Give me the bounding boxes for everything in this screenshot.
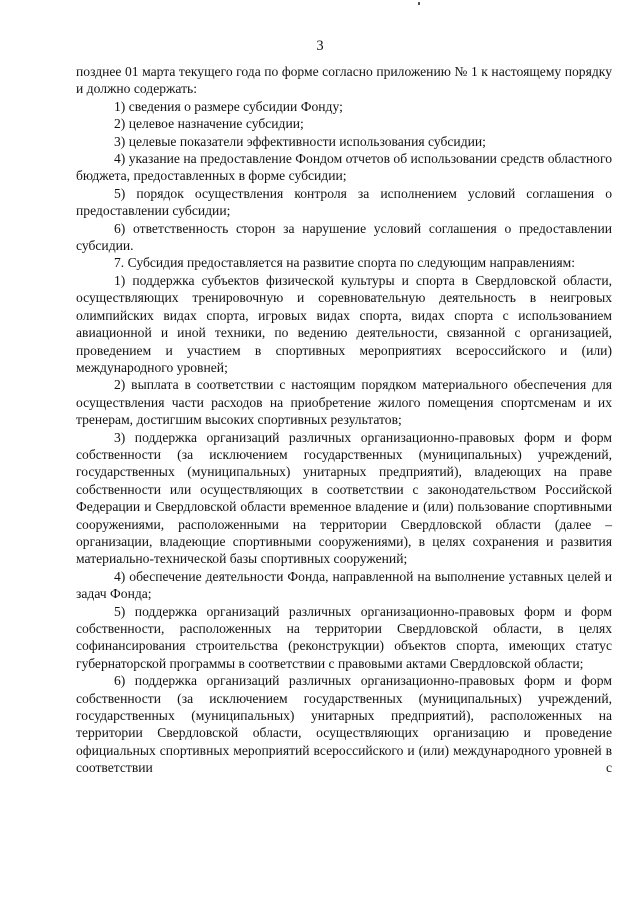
paragraph-item-1: 1) сведения о размере субсидии Фонду; bbox=[114, 98, 343, 114]
paragraph-item-4: 4) указание на предоставление Фондом отчетов об использовании средств областного бюджета, предоставленных в форме субсидии; bbox=[76, 151, 612, 184]
paragraph-item-5: 5) порядок осуществления контроля за исполнением условий соглашения о предоставлении субсидии; bbox=[76, 185, 612, 219]
paragraph-continuation: позднее 01 марта текущего года по форме согласно приложению № 1 к настоящему порядку и должно содержать: bbox=[76, 64, 612, 97]
paragraph-direction-2: 2) выплата в соответствии с настоящим порядком материального обеспечения для осуществления части расходов на приобретение жилого помещения спортсменам и их тренерам, достигшим высоких спортивных результатов; bbox=[76, 377, 612, 428]
scan-speck bbox=[418, 2, 420, 5]
paragraph-direction-1: 1) поддержка субъектов физической культуры и спорта в Свердловской области, осуществляющих тренировочную и соревновательную деятельность в неигровых олимпийских видах спорта, игровых видах спорта, видах спорта с использованием авиационной и иной техники, по ведению деятельности, связанной с организацией, проведением и участием в спортивных мероприятиях всероссийского и (или) международного уровней; bbox=[76, 272, 612, 375]
paragraph-direction-3: 3) поддержка организаций различных организационно-правовых форм и форм собственности (за исключением государственных (муниципальных) учреждений, государственных (муниципальных) унитарных предприятий), владеющих на праве собственности или осуществляющих в соответствии с законодательством Российской Федерации и Свердловской области временное владение и (или) пользование спортивными сооружениями, расположенными на территории Свердловской области (далее – организации, владеющие спортивными сооружениями), в целях сохранения и развития материально-технической базы спортивных сооружений; bbox=[76, 429, 612, 567]
document-body bbox=[76, 63, 612, 777]
paragraph-direction-5: 5) поддержка организаций различных организационно-правовых форм и форм собственности, расположенных на территории Свердловской области, в целях софинансирования строительства (реконструкции) объектов спорта, имеющих статус губернаторской программы в соответствии с правовыми актами Свердловской области; bbox=[76, 603, 612, 671]
paragraph-item-2: 2) целевое назначение субсидии; bbox=[114, 116, 304, 132]
paragraph-direction-6: 6) поддержка организаций различных организационно-правовых форм и форм собственности (за исключением государственных (муниципальных) учреждений, государственных (муниципальных) унитарных предприятий), расположенных на территории Свердловской области, осуществляющих организацию и проведение официальных спортивных мероприятий всероссийского и (или) международного уровней в соответствии с bbox=[76, 673, 612, 776]
paragraph-direction-4: 4) обеспечение деятельности Фонда, направленной на выполнение уставных целей и задач Фонда; bbox=[76, 568, 612, 602]
page-number: 3 bbox=[316, 38, 324, 54]
paragraph-item-6: 6) ответственность сторон за нарушение условий соглашения о предоставлении субсидии. bbox=[76, 220, 612, 254]
paragraph-item-3: 3) целевые показатели эффективности использования субсидии; bbox=[114, 133, 486, 149]
paragraph-section-7: 7. Субсидия предоставляется на развитие спорта по следующим направлениям: bbox=[114, 255, 575, 271]
